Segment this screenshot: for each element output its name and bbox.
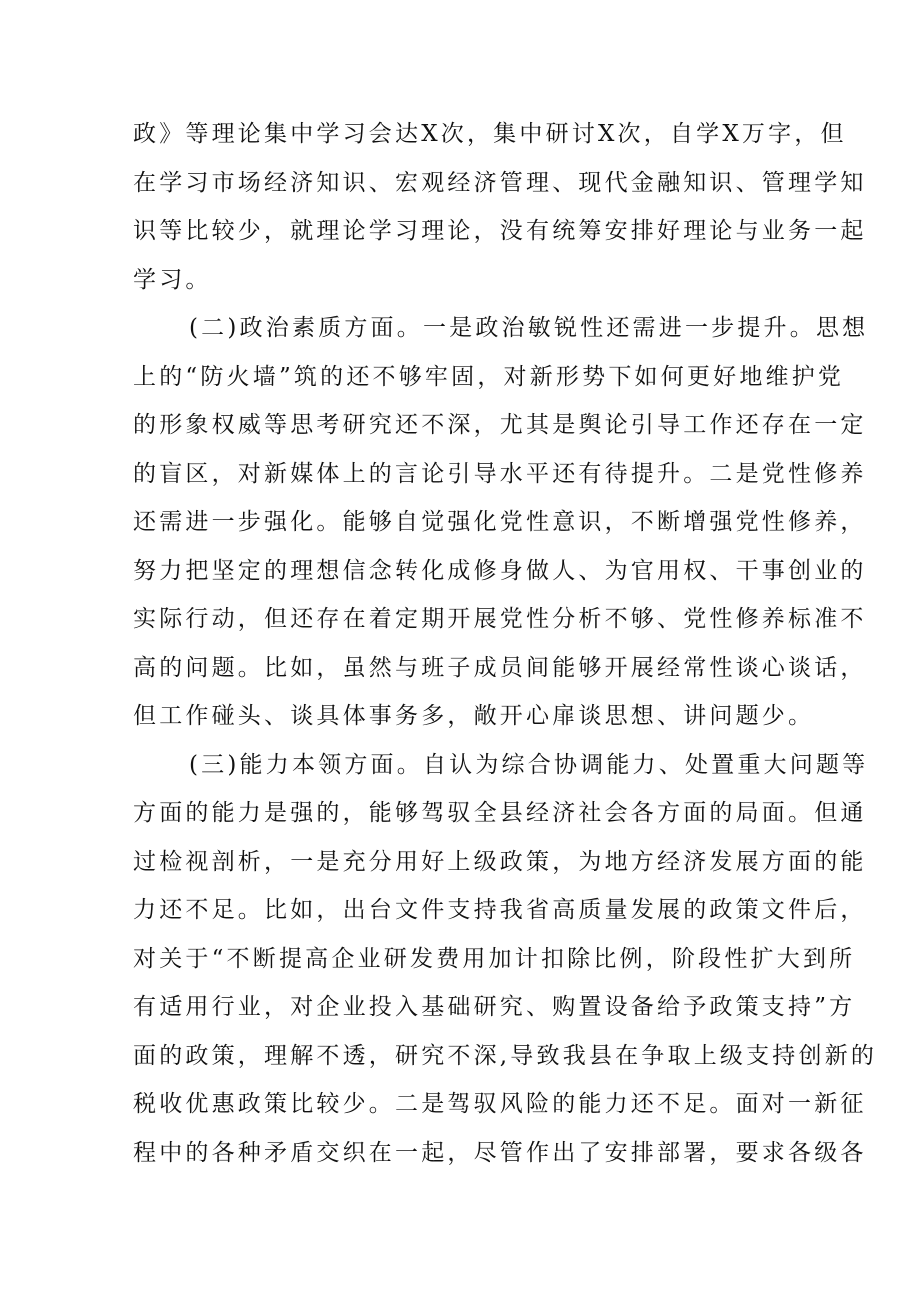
text-line-20: 面的政策，理解不透，研究不深,导致我县在争取上级支持创新的: [133, 1042, 878, 1069]
text-line-19: 有适用行业，对企业投入基础研究、购置设备给予政策支持”方: [133, 994, 856, 1020]
text-line-1: 政》等理论集中学习会达X次，集中研讨X次，自学X万字，但: [133, 121, 847, 147]
text-line-12: 高的问题。比如，虽然与班子成员间能够开展经常性谈心谈话，: [133, 654, 867, 681]
text-line-3: 识等比较少，就理论学习理论，没有统筹安排好理论与业务一起: [133, 218, 867, 244]
section-2-heading-line: (二)政治素质方面。一是政治敏锐性还需进一步提升。思想: [189, 315, 869, 341]
text-line-4: 学习。: [133, 266, 212, 293]
section-3-heading-line: (三)能力本领方面。自认为综合协调能力、处置重大问题等: [189, 751, 869, 778]
text-line-18: 对关于“不断提高企业研发费用加计扣除比例，阶段性扩大到所: [133, 945, 856, 972]
text-line-21: 税收优惠政策比较少。二是驾驭风险的能力还不足。面对一新征: [133, 1091, 867, 1117]
text-line-22: 程中的各种矛盾交织在一起，尽管作出了安排部署，要求各级各: [133, 1139, 867, 1166]
text-line-8: 的盲区，对新媒体上的言论引导水平还有待提升。二是党性修养: [133, 460, 867, 487]
text-line-16: 过检视剖析，一是充分用好上级政策，为地方经济发展方面的能: [133, 848, 867, 875]
text-line-13: 但工作碰头、谈具体事务多，敞开心扉谈思想、讲问题少。: [133, 703, 815, 729]
text-line-15: 方面的能力是强的，能够驾驭全县经济社会各方面的局面。但通: [133, 800, 867, 826]
text-line-10: 努力把坚定的理想信念转化成修身做人、为官用权、干事创业的: [133, 557, 867, 584]
text-line-11: 实际行动，但还存在着定期开展党性分析不够、党性修养标准不: [133, 606, 867, 632]
text-line-6: 上的“防火墙”筑的还不够牢固，对新形势下如何更好地维护党: [133, 363, 845, 390]
document-body: [133, 110, 878, 1177]
text-line-7: 的形象权威等思考研究还不深，尤其是舆论引导工作还存在一定: [133, 412, 867, 438]
text-line-17: 力还不足。比如，出台文件支持我省高质量发展的政策文件后，: [133, 897, 867, 923]
text-line-2: 在学习市场经济知识、宏观经济管理、现代金融知识、管理学知: [133, 169, 867, 196]
text-line-9: 还需进一步强化。能够自觉强化党性意识，不断增强党性修养，: [133, 509, 867, 535]
